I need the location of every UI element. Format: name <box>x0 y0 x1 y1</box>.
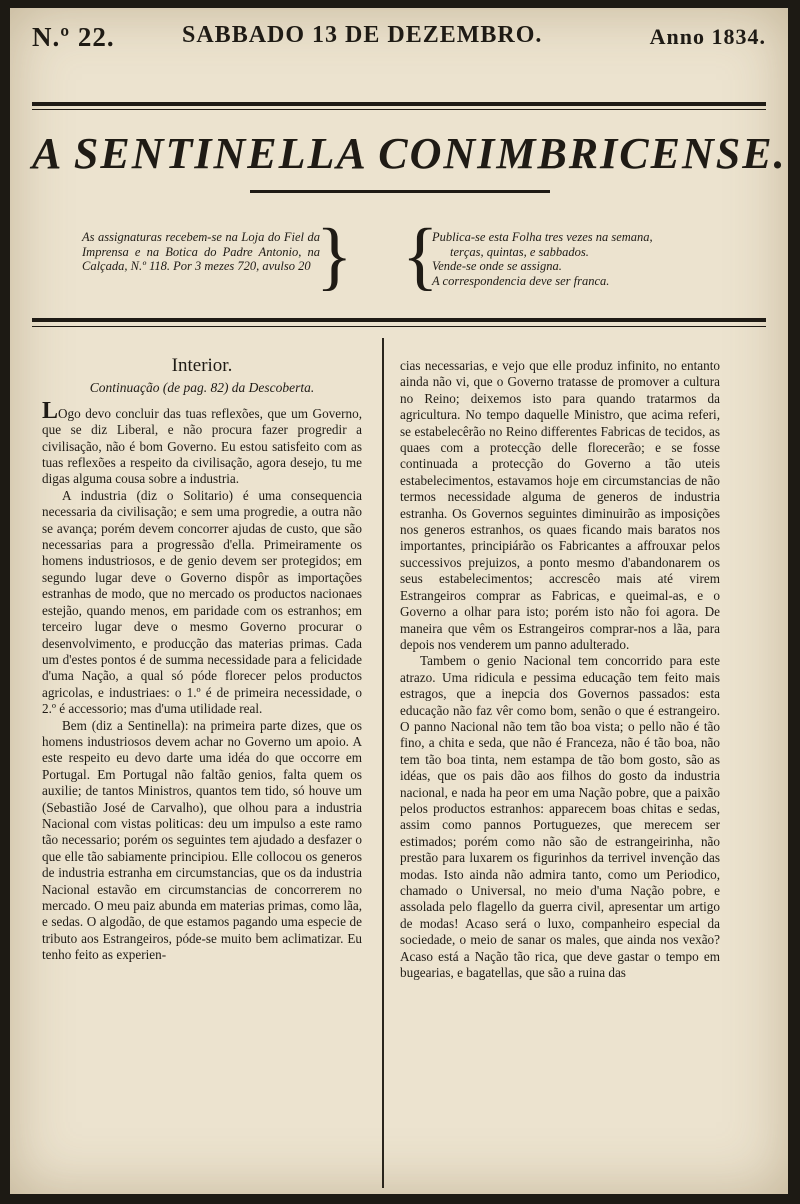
issue-year: Anno 1834. <box>649 24 766 49</box>
article-paragraph-5: Tambem o genio Nacional tem concorrido para este atrazo. Uma ridicula e pessima educação tem feito mais estragos, que a inepcia dos Governos passados: esta educação não faz vêr como bom, senão o que é estrangeiro. O panno Nacional não tem tão boa vista; o pello não é tão fino, a chita e seda, que não é Franceza, não é tão boa, não tem tão boa tinta, nem estampa de tão bom gosto, são as idéas, que os pais dão aos filhos do gosto da industria nacional, e nada ha peor em uma Nação pobre, que a paixão pelos productos estranhos: apparecem boas chitas e sedas, assim como pannos Portuguezes, que merecem ser estimados; porém como não são de estrangeirinha, não prestão para luxarem os figurinhos da terrivel invenção das modas. Isto ainda não admira tanto, como um Periodico, chamado o Universal, no meio d'uma Nação pobre, e assolada pelo flagello da guerra civil, apresentar um artigo de modas! Acaso será o luxo, companheiro especial da sociedade, o meio de sanar os males, que ainda nos vexão? Acaso está a Nação tão rica, que deve gastar o tempo em bugearias, e bagatellas, que são a ruina das <box>400 653 720 981</box>
top-thin-rule <box>32 109 766 110</box>
article-left-column <box>42 355 362 964</box>
header-line <box>32 22 766 58</box>
right-brace: { <box>402 214 439 298</box>
header-bottom-thick-rule <box>32 318 766 322</box>
article-paragraph-3: Bem (diz a Sentinella): na primeira parte dizes, que os homens industriosos devem achar no Governo um apoio. A este respeito eu devo darte uma idéa do que occorre em Portugal. Em Portugal não faltão genios, falta quem os auxilie; de tantos Ministros, quantos tem tido, só houve um (Sebastião José de Carvalho), que olhou para a industria Nacional com vistas politicas: deu um impulso a este ramo tão necessario; porém os seguintes tem ajudado a desfazer o que elle tão sabiamente principiou. Elle collocou os generos de industria estranha em circumstancias, que os da industria Nacional estavão em circumstancias de concorrerem no mercado. O meu paiz abunda em materias primas, como lãa, e sedas. O algodão, de que estamos pagando uma especie de tributo aos Estrangeiros, póde-se muito bem aclimatizar. Eu tenho feito as experien- <box>42 717 362 963</box>
publication-line-1: Publica-se esta Folha tres vezes na semana, <box>432 230 653 244</box>
subscription-note: As assignaturas recebem-se na Loja do Fiel da Imprensa e na Botica do Padre Antonio, na Calçada, N.º 118. Por 3 mezes 720, avulso 20 <box>82 230 320 273</box>
newspaper-page <box>10 8 788 1194</box>
publication-line-4: A correspondencia deve ser franca. <box>432 273 610 288</box>
article-paragraph-1-text: Ogo devo concluir das tuas reflexões, que um Governo, que se diz Liberal, e não procura fazer progredir a civilisação, não é bom Governo. Eu estou satisfeito com as tuas reflexões a respeito da civilisação, agora desejo, tu me digas alguma cousa sobre a industria. <box>42 405 362 487</box>
issue-date: SABBADO 13 DE DEZEMBRO. <box>182 22 543 48</box>
section-title: Interior. <box>171 355 233 376</box>
header-bottom-thin-rule <box>32 326 766 327</box>
article-subtitle: Continuação (de pag. 82) da Descoberta. <box>89 380 315 396</box>
column-divider <box>382 338 384 1188</box>
publication-line-3: Vende-se onde se assigna. <box>432 259 562 273</box>
top-double-rule <box>32 102 766 106</box>
article-paragraph-2: A industria (diz o Solitario) é uma consequencia necessaria da civilisação; e sem uma progredie, a outra não se avança; porém devem concorrer ajudas de custo, que são necessarias para a progressão d'ella. Primeiramente os homens industriosos, e de genio devem ser protegidos; em segundo lugar deve o Governo dispôr as importações estranhas de modo, que no mercado os productos nacionaes estejão, quando menos, em paridade com os estranhos; em terceiro lugar deve o mesmo Governo procurar o desenvolvimento, e producção das materias primas. Cada um d'estes pontos é de summa necessidade para a felicidade d'uma Nação, a qual só póde florecer pelos productos agricolas, e industriaes: o 1.º é de primeira necessidade, o 2.º é accessorio; mas d'uma utilidade real. <box>42 487 362 717</box>
masthead-ornament-rule <box>250 190 550 193</box>
issue-number: N.º 22. <box>32 22 115 52</box>
article-paragraph-1 <box>42 397 362 488</box>
article-paragraph-4: cias necessarias, e vejo que elle produz infinito, no entanto ainda não vi, que o Governo tratasse de promover a cultura no Reino; deixemos isto para quando tratarmos da agricultura. No tempo daquelle Ministro, que acima referi, se estabelecêrão no Reino differentes Fabricas de tecidos, as quaes com a protecção delle florecerão; e se fosse continuada a protecção do Governo a tão uteis estabelecimentos, estavamos hoje em circumstancias de não termos necessidade alguma de generos de industria estranha. Os Governos seguintes diminuirão as imposições nos generos estranhos, os quaes ficando mais baratos nos importantes, principiárão os Fabricantes a affrouxar pelos successivos prejuizos, a ponto mesmo d'abandonarem os seus estabelecimentos; accrescêo mais até virem Estrangeiros comprar as Fabricas, e queimal-as, e o Governo a olhar para isto; porém isto não foi agora. De maneira que vêm os Estrangeiros comprar-nos a lãa, para depois nos venderem um panno adulterado. <box>400 358 720 652</box>
drop-cap: L <box>42 397 59 424</box>
publication-note <box>432 230 722 288</box>
left-brace: } <box>316 214 353 298</box>
masthead-title: A SENTINELLA CONIMBRICENSE. <box>32 129 787 178</box>
article-right-column <box>400 358 720 981</box>
publication-line-2: terças, quintas, e sabbados. <box>450 244 589 259</box>
